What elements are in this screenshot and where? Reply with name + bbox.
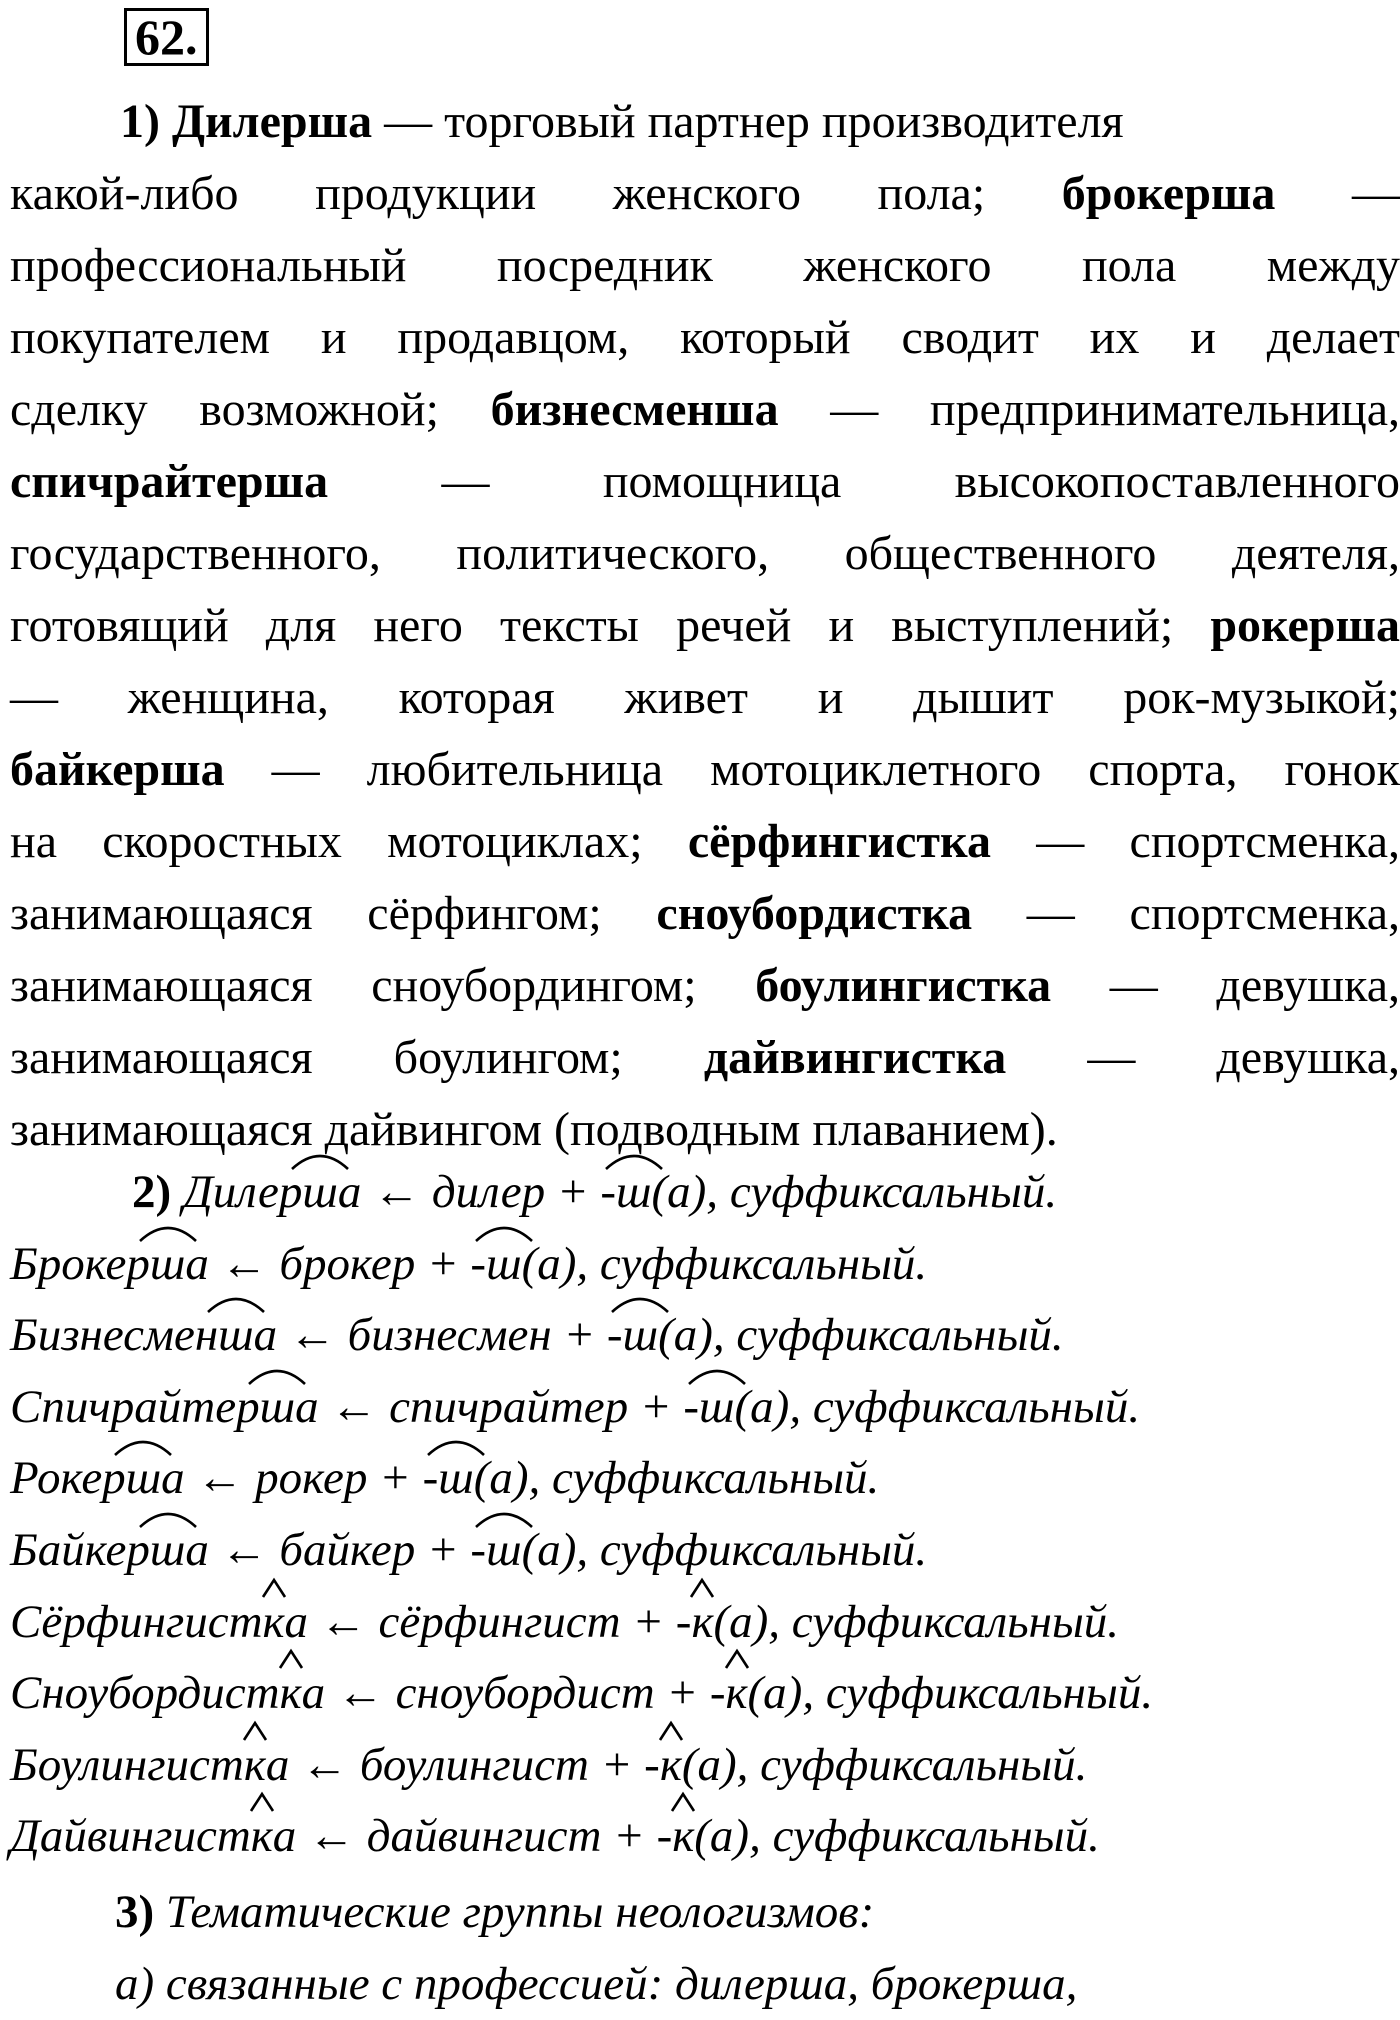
part2-word-formation [10, 1157, 1400, 1873]
definition-text: — любительница мотоциклетного спорта, гонок [224, 743, 1400, 796]
definition-text: — девушка, [1006, 1031, 1400, 1084]
definition-line [10, 950, 1400, 1022]
term: сёрфингистка [687, 815, 991, 868]
suffix-mark: к [251, 1801, 273, 1873]
derived-word: Сноубордист ка [10, 1667, 325, 1719]
formation-type: суффиксальный. [812, 1380, 1141, 1433]
definition-text: занимающаяся сноубордингом; [10, 959, 756, 1012]
definition-line [10, 158, 1400, 230]
definition-text: готовящий для него тексты речей и выступлений; [10, 599, 1211, 652]
formation-row: Байкер ша ← байкер + - ш(а), суффиксальный. [10, 1515, 1400, 1587]
formation-row: Боулингист ка ← боулингист + - к(а), суффиксальный. [10, 1730, 1400, 1802]
definition-line [10, 878, 1400, 950]
suffix-mark: к [263, 1587, 285, 1659]
term: сноубордистка [656, 887, 973, 940]
formation-row: Спичрайтер ша ← спичрайтер + - ш(а), суффиксальный. [10, 1372, 1400, 1444]
definition-text: — спортсменка, [990, 815, 1400, 868]
definition-line [10, 86, 1400, 158]
definition-line [10, 374, 1400, 446]
derived-word: Бизнесмен ша [10, 1309, 277, 1361]
suffix-mark: к [672, 1801, 694, 1873]
definition-line [10, 590, 1400, 662]
formation-type: суффиксальный. [729, 1166, 1058, 1218]
definition-text: — торговый партнер производителя [372, 95, 1124, 148]
part2-marker: 2) [132, 1166, 172, 1218]
suffix-mark: ш [302, 1157, 337, 1229]
suffix-mark: ш [150, 1229, 185, 1301]
derived-word: Рокер ша [10, 1452, 185, 1504]
base-word: бизнесмен [347, 1309, 552, 1362]
base-word: сёрфингист [378, 1595, 621, 1648]
term: рокерша [1210, 599, 1400, 652]
part3-line-a [10, 1948, 1400, 2020]
base-word: дайвингист [366, 1810, 602, 1863]
derived-word: Сёрфингист ка [10, 1596, 308, 1648]
part3-title: Тематические группы неологизмов: [165, 1886, 875, 1938]
exercise-number: 62. [124, 8, 209, 66]
suffix-mark: ш [260, 1372, 295, 1444]
definition-line [10, 446, 1400, 518]
suffix-mark: ш [438, 1443, 473, 1515]
formation-type: суффиксальный. [760, 1738, 1088, 1791]
formation-row: Рокер ша ← рокер + - ш(а), суффиксальный. [10, 1443, 1400, 1515]
suffix-mark: ш [150, 1515, 185, 1587]
part1-definitions [10, 86, 1400, 1166]
derived-word: Дилер ша [183, 1166, 361, 1218]
suffix-mark: ш [699, 1372, 734, 1444]
part3-thematic-groups [10, 1876, 1400, 2020]
definition-line [10, 662, 1400, 734]
suffix-mark: к [280, 1658, 302, 1730]
term: спичрайтерша [10, 455, 329, 508]
definition-text: — предпринимательница, [778, 383, 1400, 436]
definition-line [10, 302, 1400, 374]
formation-row: Сноубордист ка ← сноубордист + - к(а), суффиксальный. [10, 1658, 1400, 1730]
definition-text: сделку возможной; [10, 383, 491, 436]
derived-word: Боулингист ка [10, 1739, 289, 1791]
definition-line [10, 734, 1400, 806]
suffix-mark: ш [218, 1300, 253, 1372]
definition-line [10, 806, 1400, 878]
definition-text: профессиональный посредник женского пола между [10, 239, 1400, 292]
base-word: сноубордист [395, 1667, 655, 1720]
derived-word: Спичрайтер ша [10, 1381, 319, 1433]
base-word: спичрайтер [389, 1380, 629, 1433]
part3-title-line [10, 1876, 1400, 1948]
definition-text: занимающаяся боулингом; [10, 1031, 704, 1084]
formation-type: суффиксальный. [825, 1667, 1154, 1720]
suffix-mark: ш [126, 1443, 161, 1515]
formation-type: суффиксальный. [599, 1523, 928, 1576]
formation-row: Бизнесмен ша ← бизнесмен + - ш(а), суффиксальный. [10, 1300, 1400, 1372]
definition-text: на скоростных мотоциклах; [10, 815, 688, 868]
definition-text: занимающаяся дайвингом (подводным плаванием). [10, 1103, 1058, 1156]
formation-row: 2) Дилер ша ← дилер + - ш(а), суффиксальный. [10, 1157, 1400, 1229]
definition-text: покупателем и продавцом, который сводит их и делает [10, 311, 1400, 364]
definition-text: занимающаяся сёрфингом; [10, 887, 657, 940]
part3-marker: 3) [115, 1886, 155, 1938]
base-word: брокер [279, 1237, 416, 1290]
definition-line [10, 1094, 1400, 1166]
suffix-mark: ш [616, 1157, 651, 1229]
definition-line [10, 230, 1400, 302]
definition-text: какой-либо продукции женского пола; [10, 167, 1062, 220]
formation-type: суффиксальный. [791, 1595, 1120, 1648]
term: байкерша [10, 743, 225, 796]
definition-text: — помощница высокопоставленного [328, 455, 1400, 508]
formation-row: Дайвингист ка ← дайвингист + - к(а), суффиксальный. [10, 1801, 1400, 1873]
term: боулингистка [755, 959, 1052, 1012]
base-word: байкер [279, 1523, 416, 1576]
part1-marker: 1) [120, 95, 160, 148]
suffix-mark: ш [486, 1229, 521, 1301]
term: брокерша [1061, 167, 1276, 220]
formation-row: Сёрфингист ка ← сёрфингист + - к(а), суффиксальный. [10, 1587, 1400, 1659]
definition-line [10, 1022, 1400, 1094]
term: дайвингистка [703, 1031, 1007, 1084]
formation-type: суффиксальный. [772, 1810, 1100, 1863]
definition-line [10, 518, 1400, 590]
base-word: дилер [431, 1166, 546, 1218]
formation-type: суффиксальный. [599, 1237, 928, 1290]
suffix-mark: к [244, 1730, 266, 1802]
definition-text: — девушка, [1051, 959, 1400, 1012]
derived-word: Брокер ша [10, 1238, 209, 1290]
suffix-mark: к [726, 1658, 748, 1730]
suffix-mark: к [660, 1730, 682, 1802]
derived-word: Байкер ша [10, 1524, 209, 1576]
formation-type: суффиксальный. [552, 1452, 880, 1505]
suffix-mark: к [691, 1587, 713, 1659]
term: Дилерша [171, 95, 373, 148]
base-word: рокер [255, 1452, 368, 1505]
base-word: боулингист [359, 1738, 589, 1791]
term: бизнесменша [490, 383, 779, 436]
definition-text: — женщина, которая живет и дышит рок-музыкой; [10, 671, 1400, 724]
part3-group-a: а) связанные с профессией: дилерша, брокерша, [115, 1958, 1078, 2010]
formation-type: суффиксальный. [736, 1309, 1064, 1362]
suffix-mark: ш [623, 1300, 658, 1372]
definition-text: — [1275, 167, 1400, 220]
suffix-mark: ш [486, 1515, 521, 1587]
formation-row: Брокер ша ← брокер + - ш(а), суффиксальный. [10, 1229, 1400, 1301]
definition-text: государственного, политического, общественного деятеля, [10, 527, 1400, 580]
definition-text: — спортсменка, [972, 887, 1400, 940]
derived-word: Дайвингист ка [10, 1810, 296, 1862]
